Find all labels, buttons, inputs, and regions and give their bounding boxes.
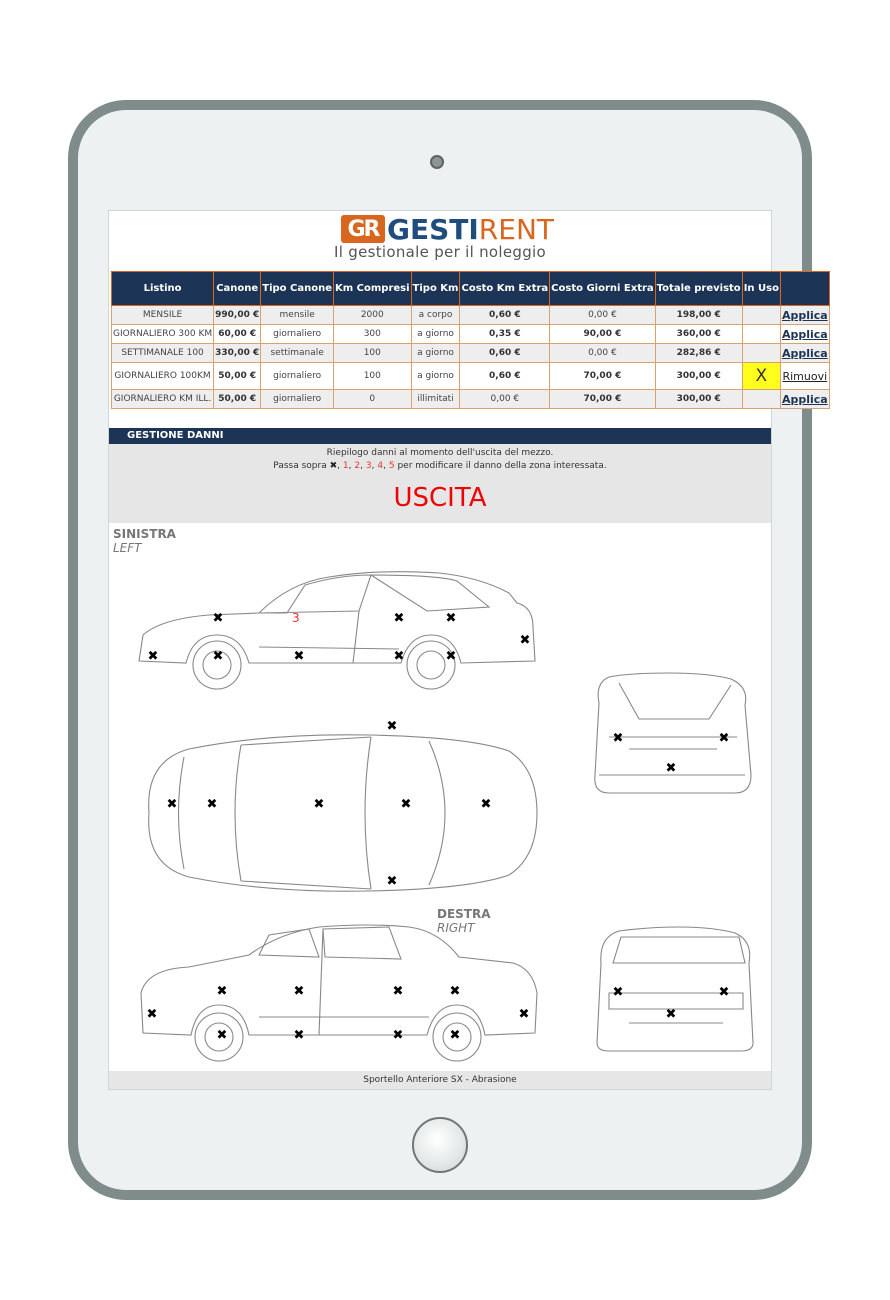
damage-info-panel	[109, 444, 771, 523]
damage-marker[interactable]: ✖	[445, 649, 457, 664]
cell-listino: GIORNALIERO KM ILL.	[112, 390, 214, 409]
left-side-sublabel: LEFT	[113, 541, 142, 555]
right-side-label: DESTRA	[437, 907, 491, 921]
damage-zone-3-marker[interactable]: 3	[292, 611, 300, 625]
damage-marker[interactable]: ✖	[313, 797, 325, 812]
x-marker-legend[interactable]: ✖	[329, 461, 338, 471]
uscita-title: USCITA	[393, 483, 487, 513]
cell-action	[780, 306, 829, 325]
car-right-body	[141, 925, 537, 1035]
brand-name	[387, 213, 554, 246]
damage-marker[interactable]: ✖	[612, 731, 624, 746]
cell-canone: 330,00 €	[214, 344, 261, 363]
col-header-canone: Canone	[214, 272, 261, 306]
cell-canone: 50,00 €	[214, 390, 261, 409]
cell-tipo-km: illimitati	[411, 390, 460, 409]
zone-link-1[interactable]: 1	[342, 461, 349, 471]
damage-marker[interactable]: ✖	[665, 1007, 677, 1022]
app-screen	[108, 210, 828, 1090]
cell-costo-km-extra: 0,60 €	[460, 363, 550, 390]
damage-marker[interactable]: ✖	[386, 719, 398, 734]
car-left-roof	[259, 575, 371, 613]
cell-listino: MENSILE	[112, 306, 214, 325]
cell-canone: 60,00 €	[214, 325, 261, 344]
cell-costo-km-extra: 0,35 €	[460, 325, 550, 344]
brand-name-part2: RENT	[478, 212, 554, 246]
cell-action	[780, 390, 829, 409]
damage-marker[interactable]: ✖	[206, 797, 218, 812]
cell-action	[780, 325, 829, 344]
cell-tipo-canone: giornaliero	[261, 390, 334, 409]
cell-canone: 990,00 €	[214, 306, 261, 325]
cell-tipo-km: a corpo	[411, 306, 460, 325]
damage-marker[interactable]: ✖	[400, 797, 412, 812]
cell-costo-km-extra: 0,60 €	[460, 344, 550, 363]
cell-totale: 300,00 €	[655, 390, 742, 409]
table-row	[112, 325, 830, 344]
cell-in-uso	[742, 344, 780, 363]
separator: ,	[383, 461, 386, 471]
cell-listino: GIORNALIERO 100KM	[112, 363, 214, 390]
cell-tipo-canone: giornaliero	[261, 325, 334, 344]
applica-link[interactable]: Applica	[781, 327, 828, 341]
zone-link-4[interactable]: 4	[377, 461, 384, 471]
damage-marker[interactable]: ✖	[480, 797, 492, 812]
camera-icon	[430, 155, 444, 169]
cell-costo-giorni-extra: 90,00 €	[550, 325, 656, 344]
col-header-totale: Totale previsto	[655, 272, 742, 306]
damage-marker[interactable]: ✖	[393, 649, 405, 664]
cell-action	[780, 363, 829, 390]
col-header-action	[780, 272, 829, 306]
damage-marker[interactable]: ✖	[665, 761, 677, 776]
cell-costo-km-extra: 0,00 €	[460, 390, 550, 409]
damage-marker[interactable]: ✖	[216, 1028, 228, 1043]
col-header-tipo-canone: Tipo Canone	[261, 272, 334, 306]
cell-costo-giorni-extra: 0,00 €	[550, 344, 656, 363]
cell-tipo-km: a giorno	[411, 344, 460, 363]
cell-km-compresi: 100	[334, 344, 412, 363]
home-button[interactable]	[412, 1117, 468, 1173]
damage-marker[interactable]: ✖	[519, 633, 531, 648]
cell-costo-giorni-extra: 70,00 €	[550, 363, 656, 390]
col-header-costo-km-extra: Costo Km Extra	[460, 272, 550, 306]
cell-costo-giorni-extra: 0,00 €	[550, 306, 656, 325]
damage-marker[interactable]: ✖	[449, 984, 461, 999]
cell-tipo-km: a giorno	[411, 363, 460, 390]
cell-costo-km-extra: 0,60 €	[460, 306, 550, 325]
cell-canone: 50,00 €	[214, 363, 261, 390]
damage-marker[interactable]: ✖	[293, 1028, 305, 1043]
car-top-body	[149, 735, 537, 891]
car-left-rear-window	[371, 575, 489, 611]
col-header-costo-giorni-extra: Costo Giorni Extra	[550, 272, 656, 306]
separator: ,	[371, 461, 375, 471]
damage-marker[interactable]: ✖	[386, 874, 398, 889]
col-header-tipo-km: Tipo Km	[411, 272, 460, 306]
cell-totale: 282,86 €	[655, 344, 742, 363]
zone-link-2[interactable]: 2	[354, 461, 361, 471]
separator: ,	[348, 461, 352, 471]
table-row	[112, 390, 830, 409]
zone-link-3[interactable]: 3	[365, 461, 372, 471]
damage-marker[interactable]: ✖	[718, 731, 730, 746]
cell-km-compresi: 300	[334, 325, 412, 344]
listino-table	[111, 271, 830, 409]
damage-marker[interactable]: ✖	[392, 1028, 404, 1043]
separator: ,	[337, 461, 341, 471]
table-row	[112, 344, 830, 363]
damage-marker[interactable]: ✖	[449, 1028, 461, 1043]
table-row	[112, 306, 830, 325]
damage-marker[interactable]: ✖	[293, 984, 305, 999]
damage-marker[interactable]: ✖	[212, 611, 224, 626]
col-header-km-compresi: Km Compresi	[334, 272, 412, 306]
cell-km-compresi: 0	[334, 390, 412, 409]
cell-in-uso	[742, 306, 780, 325]
brand-logo	[109, 211, 771, 271]
cell-in-uso	[742, 390, 780, 409]
cell-km-compresi: 2000	[334, 306, 412, 325]
cell-in-uso-active: X	[742, 363, 780, 390]
col-header-listino: Listino	[112, 272, 214, 306]
damage-marker[interactable]: ✖	[166, 797, 178, 812]
cell-in-uso	[742, 325, 780, 344]
damage-marker[interactable]: ✖	[212, 649, 224, 664]
car-damage-diagram	[109, 523, 771, 1071]
cell-tipo-canone: mensile	[261, 306, 334, 325]
damage-status-bar: Sportello Anteriore SX - Abrasione	[109, 1071, 771, 1089]
damage-marker[interactable]: ✖	[393, 611, 405, 626]
cell-costo-giorni-extra: 70,00 €	[550, 390, 656, 409]
rimuovi-link[interactable]: Rimuovi	[782, 369, 828, 383]
damage-marker[interactable]: ✖	[147, 649, 159, 664]
damage-marker[interactable]: ✖	[392, 984, 404, 999]
cell-listino: GIORNALIERO 300 KM	[112, 325, 214, 344]
separator: ,	[360, 461, 363, 471]
damage-marker[interactable]: ✖	[293, 649, 305, 664]
applica-link[interactable]: Applica	[781, 346, 828, 360]
damage-marker[interactable]: ✖	[718, 985, 730, 1000]
col-header-in-uso: In Uso	[742, 272, 780, 306]
table-row	[112, 363, 830, 390]
right-side-sublabel: RIGHT	[437, 921, 475, 935]
instructions-prefix: Passa sopra	[273, 461, 327, 471]
damage-marker[interactable]: ✖	[216, 984, 228, 999]
left-side-label: SINISTRA	[113, 527, 176, 541]
damage-marker[interactable]: ✖	[146, 1007, 158, 1022]
brand-tagline: Il gestionale per il noleggio	[334, 243, 546, 261]
cell-totale: 198,00 €	[655, 306, 742, 325]
brand-name-part1: GESTI	[387, 212, 479, 246]
applica-link[interactable]: Applica	[781, 308, 828, 322]
logo-mark: GR	[341, 215, 385, 243]
damage-marker[interactable]: ✖	[518, 1007, 530, 1022]
cell-listino: SETTIMANALE 100	[112, 344, 214, 363]
cell-km-compresi: 100	[334, 363, 412, 390]
damage-instructions	[109, 460, 771, 473]
instructions-suffix: per modificare il danno della zona interessata.	[397, 461, 607, 471]
applica-link[interactable]: Applica	[781, 392, 828, 406]
cell-totale: 360,00 €	[655, 325, 742, 344]
table-header-row	[112, 272, 830, 306]
cell-tipo-km: a giorno	[411, 325, 460, 344]
damage-section-header: GESTIONE DANNI	[109, 428, 771, 444]
damage-marker[interactable]: ✖	[612, 985, 624, 1000]
cell-action	[780, 344, 829, 363]
cell-tipo-canone: giornaliero	[261, 363, 334, 390]
cell-totale: 300,00 €	[655, 363, 742, 390]
zone-link-5[interactable]: 5	[388, 461, 395, 471]
damage-summary-text: Riepilogo danni al momento dell'uscita del mezzo.	[326, 448, 554, 458]
damage-marker[interactable]: ✖	[445, 611, 457, 626]
cell-tipo-canone: settimanale	[261, 344, 334, 363]
